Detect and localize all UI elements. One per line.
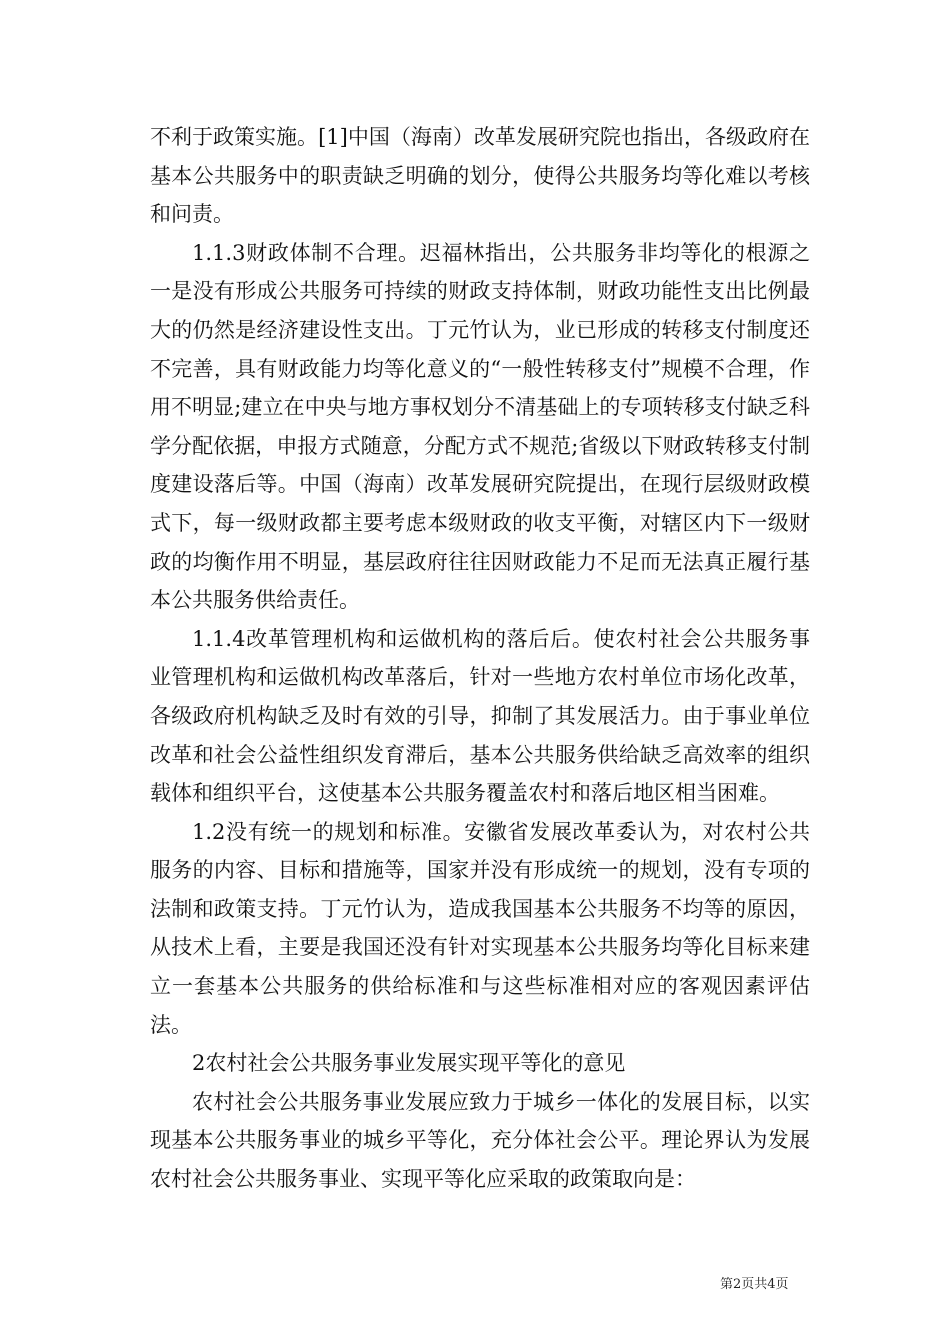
paragraph-policy-direction: 农村社会公共服务事业发展应致力于城乡一体化的发展目标，以实现基本公共服务事业的城乡平等化，充分体社会公平。理论界认为发展农村社会公共服务事业、实现平等化应采取的政策取向是：: [150, 1089, 810, 1192]
paragraph-fiscal-system: 1.1.3财政体制不合理。迟福林指出，公共服务非均等化的根源之一是没有形成公共服务可持续的财政支持体制，财政功能性支出比例最大的仍然是经济建设性支出。丁元竹认为，业已形成的转移支付制度还不完善，具有财政能力均等化意义的“一般性转移支付”规模不合理，作用不明显;建立在中央与地方事权划分不清基础上的专项转移支付缺乏科学分配依据，申报方式随意，分配方式不规范;省级以下财政转移支付制度建设落后等。中国（海南）改革发展研究院提出，在现行层级财政模式下，每一级财政都主要考虑本级财政的收支平衡，对辖区内下一级财政的均衡作用不明显，基层政府往往因财政能力不足而无法真正履行基本公共服务供给责任。: [150, 240, 810, 613]
paragraph-planning-standards: 1.2没有统一的规划和标准。安徽省发展改革委认为，对农村公共服务的内容、目标和措施等，国家并没有形成统一的规划，没有专项的法制和政策支持。丁元竹认为，造成我国基本公共服务不均等的原因，从技术上看，主要是我国还没有针对实现基本公共服务均等化目标来建立一套基本公共服务的供给标准和与这些标准相对应的客观因素评估法。: [150, 819, 810, 1037]
document-body: [150, 118, 810, 1199]
paragraph-1: 不利于政策实施。[1]中国（海南）改革发展研究院也指出，各级政府在基本公共服务中的职责缺乏明确的划分，使得公共服务均等化难以考核和问责。: [150, 125, 810, 227]
page-number-label: 第2页共4页: [720, 1277, 789, 1292]
paragraph-management-reform: 1.1.4改革管理机构和运做机构的落后后。使农村社会公共服务事业管理机构和运做机构改革落后，针对一些地方农村单位市场化改革，各级政府机构缺乏及时有效的引导，抑制了其发展活力。由于事业单位改革和社会公益性组织发育滞后，基本公共服务供给缺乏高效率的组织载体和组织平台，这使基本公共服务覆盖农村和落后地区相当困难。: [150, 626, 810, 806]
section-heading-2: 2农村社会公共服务事业发展实现平等化的意见: [192, 1051, 626, 1076]
page-number-footer: [720, 1276, 789, 1294]
